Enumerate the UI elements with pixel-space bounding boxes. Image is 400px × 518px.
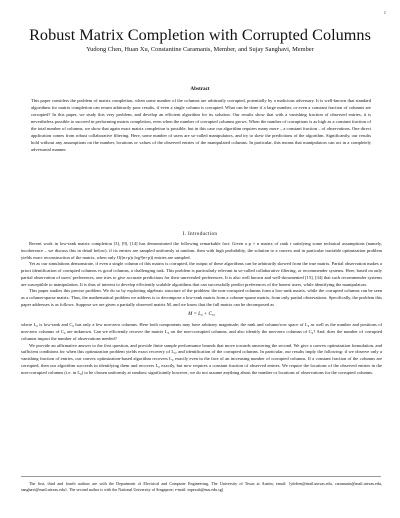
section-heading-introduction: I. Introduction: [182, 231, 218, 237]
intro-paragraph-2: Yet as our simulations demonstrate, if even a single column of this matrix is corrupted, the output of these algorithms can be arbitrarily skewed from the true matrix. Partial observation makes a priori identification of corrupted columns vs good columns, a challenging task. This problem is particularly relevant in so-called collaborative filtering, or recommender systems. Here, based on only partial observation of users' preferences, one tries to give accurate predictions for their unrevealed preferences. It is also well known and well-documented [15], [34] that such recommender systems are susceptible to manipulation. It is thus of interest to develop efficiently scalable algorithms that can successfully predict preferences of the honest users, while identifying the manipulators.: [21, 261, 382, 287]
footnote-text: The first, third and fourth authors are with the Department of Electrical and Computer Engineering, The University of Texas at Austin; email: {ydchen@mail.utexas.edu, caramanis@mail.utexas.edu, sanghavi@mail.utexas.edu}. The second author is with the National University of Singapore; e-mail: mpexuh@nus.edu.sg): [21, 481, 382, 493]
page-number: 1: [383, 10, 386, 15]
author-list: Yudong Chen, Huan Xu, Constantine Caramanis, Member, and Sujay Sanghavi, Member: [86, 46, 314, 53]
intro-paragraph-3: This paper studies this precise problem. We do so by exploiting algebraic structure of the problem: the non-corrupted columns form a low-rank matrix, while the corrupted columns can be seen as a column-sparse matrix. Thus, the mathematical problem we address is to decompose a low-rank matrix from a column-sparse matrix, from only partial observations. Specifically, the problem this paper addresses is as follows. Suppose we are given a partially observed matrix M, and we know that the full matrix can be decomposed as: [21, 288, 382, 307]
intro-paragraph-5: We provide an affirmative answer to the first question, and provide finite sample performance bounds that move towards answering the second. We give a convex optimization formulation, and sufficient conditions for when this optimization problem yields exact recovery of L₀, and identification of the corrupted columns. In particular, our results imply the following: if we observe only a vanishing fraction of entries, our convex optimization-based algorithm recovers L₀ exactly even in the face of an increasing number of corrupted columns. If a constant fraction of the columns are corrupted, then our algorithm succeeds in identifying them and recovers L₀ exactly, but now requires a constant fraction of observed entries. We require the locations of the observed entries in the non-corrupted columns (i.e. in L₀) to be chosen uniformly at random; significantly however, we do not assume anything about the number or locations of observations for the corrupted columns.: [21, 342, 382, 375]
affiliation-footnote: [21, 481, 382, 493]
decomposition-equation: M = L₀ + C₀,: [188, 311, 215, 317]
intro-paragraph-4: where L₀ is low-rank and C₀ has only a few non-zero columns. Here both components may have arbitrary magnitude; the rank and column/row space of L₀ as well as the number and positions of non-zero columns of C₀ are unknown. Can we efficiently recover the matrix L₀ on the non-corrupted columns, and also identify the non-zero columns of C₀? And, does the number of corrupted columns impact the number of observations needed?: [21, 322, 382, 341]
intro-paragraph-1: Recent work in low-rank matrix completion [3], [9], [14] has demonstrated the following remarkable fact: Given a p × n matrix of rank r satisfying some technical assumptions (namely, incoherence – we discuss this in detail below), if its entries are sampled uniformly at random, then with high probability, the solution to a convex and in particular tractable optimization problem yields exact reconstruction of the matrix, when only O((n+p)r log²(n+p)) entries are sampled.: [21, 241, 382, 260]
introduction-body: [21, 241, 382, 376]
footnote-divider: [21, 476, 381, 477]
paper-title: Robust Matrix Completion with Corrupted Columns: [29, 26, 371, 44]
abstract-text: This paper considers the problem of matrix completion, when some number of the columns are arbitrarily corrupted, potentially by a malicious adversary. It is well-known that standard algorithms for matrix completion can return arbitrarily poor results, if even a single column is corrupted. What can be done if a large number, or even a constant fraction of columns are corrupted? In this paper, we study this very problem, and develop an efficient algorithm for its solution. Our results show that with a vanishing fraction of observed entries, it is nevertheless possible to succeed in performing matrix completion, even when the number of corrupted columns grows. When the number of corruptions is as high as a constant fraction of the total number of columns, we show that again exact matrix completion is possible, but in this case our algorithm requires many more – a constant fraction – of observations. One direct application comes from robust collaborative filtering. Here, some number of users are so-called manipulators, and try to skew the predictions of the algorithm. Significantly, our results hold without any assumptions on the number, locations or values of the observed entries of the manipulated columns. In particular, this means that manipulators can act in a completely adversarial manner.: [31, 98, 371, 152]
abstract-heading: Abstract: [190, 86, 210, 92]
